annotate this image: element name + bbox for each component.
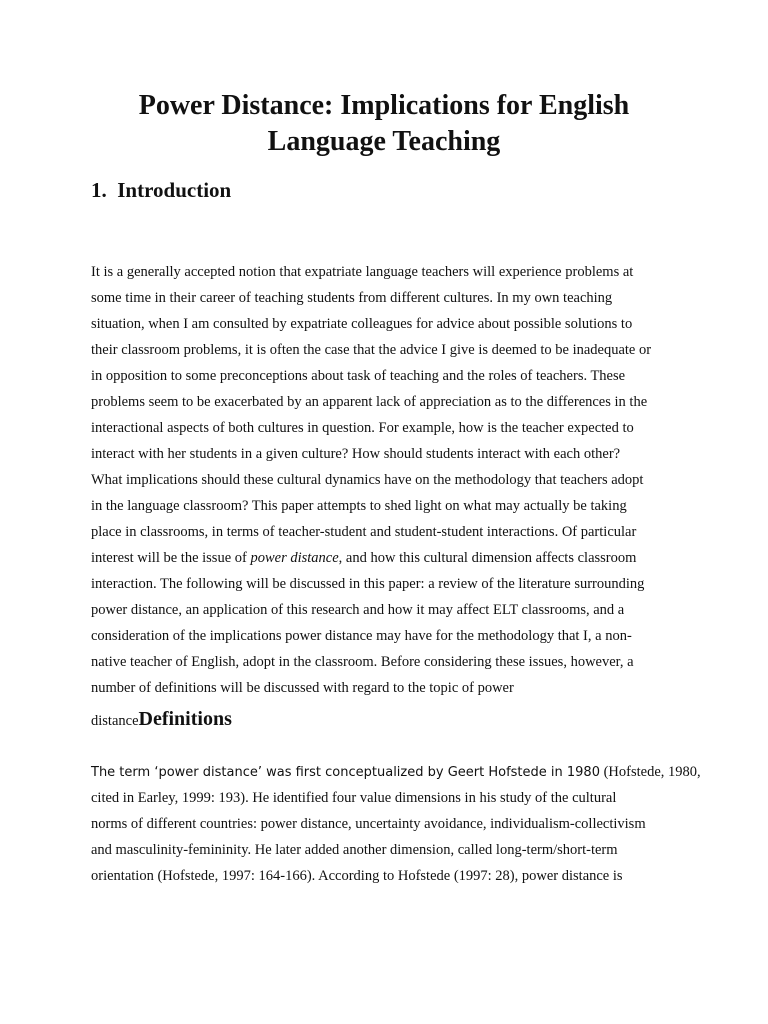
paragraph-line: place in classrooms, in terms of teacher-student and student-student interactions. Of particular (91, 524, 637, 540)
paragraph-line: interact with her students in a given culture? How should students interact with each other? (91, 446, 621, 462)
paragraph-line-mixed-font (91, 759, 701, 785)
paragraph-line: What implications should these cultural dynamics have on the methodology that teachers adopt (91, 472, 644, 488)
definitions-paragraph (91, 759, 701, 889)
title-line-2: Language Teaching (267, 126, 501, 157)
line-text-after: , and how this cultural dimension affects classroom (338, 550, 637, 566)
paragraph-line: consideration of the implications power distance may have for the methodology that I, a non- (91, 628, 632, 644)
paragraph-line: number of definitions will be discussed with regard to the topic of power (91, 680, 514, 696)
line-text-sans: The term ‘power distance’ was first conceptualized by Geert Hofstede in 1980 (91, 765, 600, 780)
line-text-before: interest will be the issue of (91, 550, 251, 566)
paragraph-line: in opposition to some preconceptions about task of teaching and the roles of teachers. These (91, 368, 626, 384)
paragraph-line: their classroom problems, it is often the case that the advice I give is deemed to be inadequate or (91, 342, 652, 358)
paragraph-line: interactional aspects of both cultures in question. For example, how is the teacher expected to (91, 420, 634, 436)
document-title (60, 88, 708, 160)
paragraph-line: power distance, an application of this research and how it may affect ELT classrooms, and a (91, 602, 625, 618)
section-heading-definitions: Definitions (138, 708, 232, 730)
paragraph-line: norms of different countries: power distance, uncertainty avoidance, individualism-collectivism (91, 816, 646, 832)
emphasized-term: power distance (250, 550, 339, 566)
title-line-1: Power Distance: Implications for English (138, 90, 630, 121)
paragraph-line: and masculinity-femininity. He later added another dimension, called long-term/short-term (91, 842, 618, 858)
trailing-word: distance (91, 713, 139, 729)
paragraph-line: cited in Earley, 1999: 193). He identified four value dimensions in his study of the cultural (91, 790, 617, 806)
paragraph-line: It is a generally accepted notion that expatriate language teachers will experience problems at (91, 264, 634, 280)
introduction-paragraph (91, 259, 691, 701)
paragraph-line: native teacher of English, adopt in the classroom. Before considering these issues, however, a (91, 654, 634, 670)
paragraph-line: in the language classroom? This paper attempts to shed light on what may actually be taking (91, 498, 627, 514)
section-heading-introduction: 1. Introduction (91, 178, 232, 202)
trailing-word-and-definitions-heading (91, 705, 232, 735)
paragraph-line: interaction. The following will be discussed in this paper: a review of the literature surrounding (91, 576, 645, 592)
paragraph-line: problems seem to be exacerbated by an apparent lack of appreciation as to the differences in the (91, 394, 648, 410)
paragraph-line-emphasis (91, 545, 691, 571)
paragraph-line: some time in their career of teaching students from different cultures. In my own teaching (91, 290, 613, 306)
line-text-serif: (Hofstede, 1980, (599, 764, 701, 780)
paragraph-line: orientation (Hofstede, 1997: 164-166). According to Hofstede (1997: 28), power distance is (91, 868, 623, 884)
paragraph-line: situation, when I am consulted by expatriate colleagues for advice about possible solutions to (91, 316, 633, 332)
